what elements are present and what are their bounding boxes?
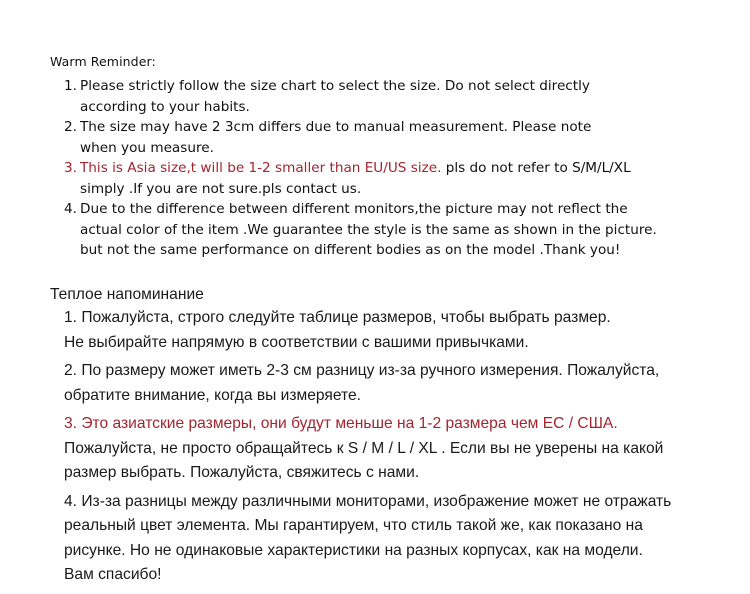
english-item-number: 2. [64,119,77,135]
english-item-number: 1. [64,78,77,94]
russian-item-line: Не выбирайте напрямую в соответствии с вашими привычками. [64,333,529,351]
asia-size-warning: This is Asia size,t will be 1-2 smaller than EU/US size. [80,160,442,176]
russian-item-line: 1. Пожалуйста, строго следуйте таблице размеров, чтобы выбрать размер. [64,309,611,326]
russian-item-line: 2. По размеру может иметь 2-3 см разницу из-за ручного измерения. Пожалуйста, [64,362,660,379]
english-item-line: simply .If you are not sure.pls contact us. [80,180,362,197]
russian-item-line: Пожалуйста, не просто обращайтесь к S / M / L / XL . Если вы не уверены на какой [64,439,664,457]
english-item-2 [50,117,730,158]
english-item-number-highlight: 3. [64,160,77,176]
english-item-number: 4. [64,201,77,217]
english-item-line: when you measure. [80,139,214,156]
english-item-line [80,158,730,179]
english-item-line: but not the same performance on different bodies as on the model .Thank you! [80,242,621,258]
russian-item-line: рисунке. Но не одинаковые характеристики на разных корпусах, как на модели. [64,541,643,559]
russian-item-line: реальный цвет элемента. Мы гарантируем, что стиль такой же, как показано на [64,517,643,534]
english-item-4 [50,199,730,261]
russian-item-line: обратите внимание, когда вы измеряете. [64,386,361,404]
russian-item-line: размер выбрать. Пожалуйста, свяжитесь с нами. [64,464,420,481]
russian-item-4 [50,490,740,588]
english-reminder [50,54,730,261]
russian-item-1 [50,306,740,355]
english-item-line: Due to the difference between different monitors,the picture may not reflect the [80,201,628,217]
english-item-3 [50,158,730,199]
russian-item-line: Вам спасибо! [64,566,162,583]
english-item-line: The size may have 2 3cm differs due to manual measurement. Please note [80,119,592,135]
english-reminder-title: Warm Reminder: [50,54,156,69]
russian-reminder-title: Теплое напоминание [50,286,204,303]
english-item-line: Please strictly follow the size chart to select the size. Do not select directly [80,78,590,94]
english-item-1 [50,76,730,117]
english-item-line-rest: pls do not refer to S/M/L/XL [441,160,631,176]
russian-item-3 [50,412,740,486]
russian-item-2 [50,359,740,408]
english-item-line: according to your habits. [80,98,250,115]
english-item-line: actual color of the item .We guarantee the style is the same as shown in the picture. [80,221,657,238]
russian-asia-size-warning: 3. Это азиатские размеры, они будут меньше на 1-2 размера чем ЕС / США. [64,415,618,432]
russian-reminder [50,285,740,590]
russian-item-line: 4. Из-за разницы между различными мониторами, изображение может не отражать [64,492,672,510]
